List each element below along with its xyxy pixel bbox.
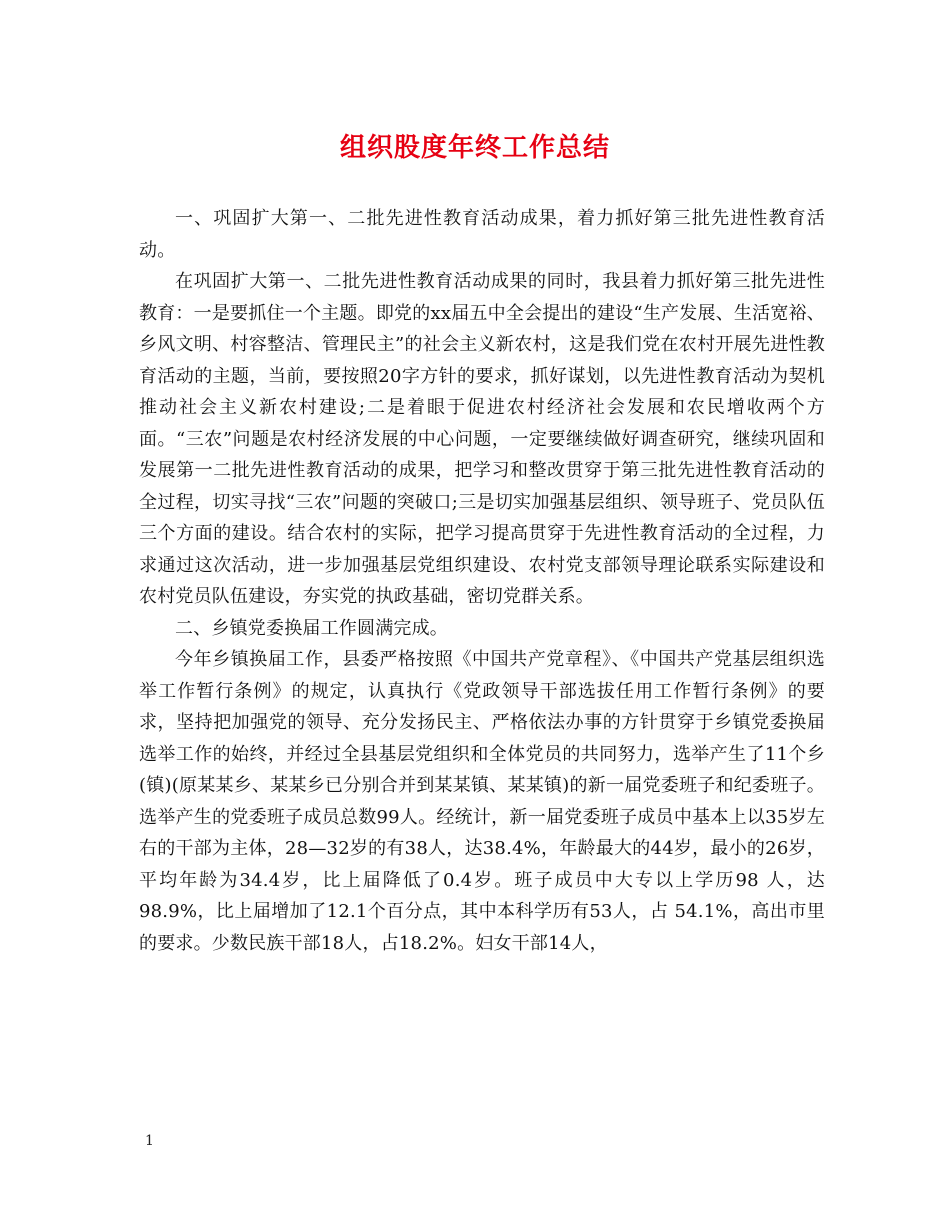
paragraph-section-1-heading: 一、巩固扩大第一、二批先进性教育活动成果，着力抓好第三批先进性教育活动。 xyxy=(139,208,825,261)
page-number: 1 xyxy=(145,1133,154,1149)
paragraph-section-2-heading: 二、乡镇党委换届工作圆满完成。 xyxy=(175,617,448,639)
document-body xyxy=(139,203,825,959)
paragraph-section-2-body: 今年乡镇换届工作，县委严格按照《中国共产党章程》、《中国共产党基层组织选举工作暂行条例》的规定，认真执行《党政领导干部选拔任用工作暂行条例》的要求，坚持把加强党的领导、充分发扬民主、严格依法办事的方针贯穿于乡镇党委换届选举工作的始终，并经过全县基层党组织和全体党员的共同努力，选举产生了11个乡(镇)(原某某乡、某某乡已分别合并到某某镇、某某镇)的新一届党委班子和纪委班子。选举产生的党委班子成员总数99人。经统计，新一届党委班子成员中基本上以35岁左右的干部为主体，28—32岁的有38人，达38.4%，年龄最大的44岁，最小的26岁，平均年龄为34.4岁，比上届降低了0.4岁。班子成员中大专以上学历98 人，达98.9%，比上届增加了12.1个百分点，其中本科学历有53人，占 54.1%，高出市里的要求。少数民族干部18人，占18.2%。妇女干部14人， xyxy=(139,649,825,954)
document-title: 组织股度年终工作总结 xyxy=(339,133,610,163)
paragraph-section-1-body: 在巩固扩大第一、二批先进性教育活动成果的同时，我县着力抓好第三批先进性教育：一是要抓住一个主题。即党的xx届五中全会提出的建设“生产发展、生活宽裕、乡风文明、村容整洁、管理民主”的社会主义新农村，这是我们党在农村开展先进性教育活动的主题，当前，要按照20字方针的要求，抓好谋划，以先进性教育活动为契机推动社会主义新农村建设;二是着眼于促进农村经济社会发展和农民增收两个方面。“三农”问题是农村经济发展的中心问题，一定要继续做好调查研究，继续巩固和发展第一二批先进性教育活动的成果，把学习和整改贯穿于第三批先进性教育活动的全过程，切实寻找“三农”问题的突破口;三是切实加强基层组织、领导班子、党员队伍三个方面的建设。结合农村的实际，把学习提高贯穿于先进性教育活动的全过程，力求通过这次活动，进一步加强基层党组织建设、农村党支部领导理论联系实际建设和农村党员队伍建设，夯实党的执政基础，密切党群关系。 xyxy=(139,271,825,607)
